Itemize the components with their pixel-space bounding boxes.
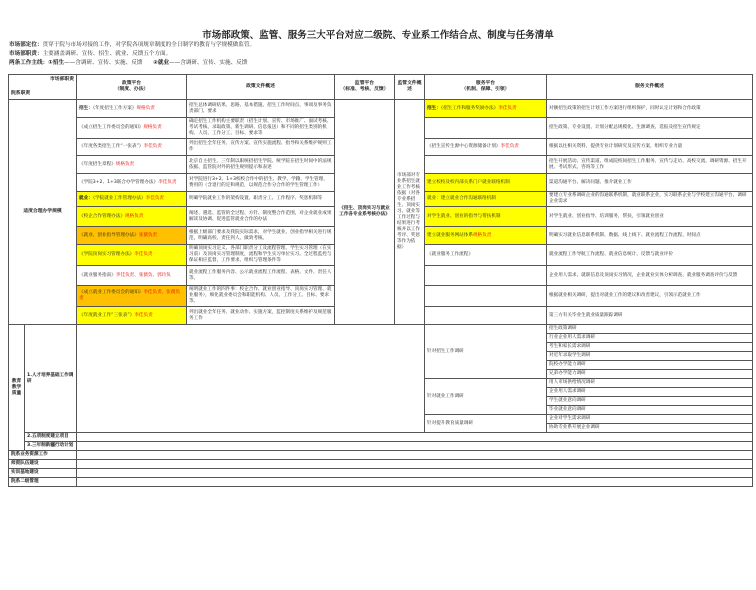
supervision-name: 《招生、顶岗实习与就业工作各专业系考核办法》 <box>335 100 395 325</box>
intro-label-duties: 市场部职责： <box>9 51 43 57</box>
policy-name: 对学生就业、创业的指导与帮扶机制 <box>427 213 501 219</box>
policy-cell <box>425 139 547 156</box>
header-diag-top: 市场部职责 <box>50 77 74 82</box>
policy-cell <box>77 174 187 192</box>
empty-cell <box>77 451 753 460</box>
research-item: 招生政策调研 <box>547 325 753 334</box>
intro-line-1 <box>9 41 255 49</box>
policy-name: 《年度招生章程》 <box>79 161 116 167</box>
research-item: 对近年录取学生调研 <box>547 352 753 361</box>
policy-cell <box>77 266 187 286</box>
policy-desc: 对学院进行3+2、1+3校校合作中的招生、教学、学籍、学生管理、费用的（含退行的定和规范，以规范合作分合作的学生管理工作） <box>187 174 335 192</box>
policy-name: 建立校校及校内部关系门户就业联络机制 <box>427 179 510 185</box>
research-group: 针对就业工作调研 <box>425 379 547 415</box>
policy-name: 《成立就业工作委员会的通知》 <box>79 290 144 295</box>
policy-desc: 确定招生工作机构主要职责（招生计划、宣传、市场推广、面试考核、考试考核、录取政策、新生调研、信息报送）和不同的招生类别的机构、人员、工作分工、目标、要求等 <box>187 118 335 139</box>
empty-cell <box>77 460 753 469</box>
table-row <box>9 100 753 118</box>
service-desc: 招生政策、专业设置、计划分配总规模化、生源调查、选报及招生宣传规定 <box>547 118 753 139</box>
policy-name: 《招生宣传生源中心资源储备计划》 <box>427 144 501 149</box>
intro-text-duties: 主要涵盖调研、宣传、招生、就业、反馈五个方面。 <box>42 51 172 57</box>
header-policy-platform: 政策平台 （制度、办法） <box>77 75 187 100</box>
research-group: 针对招生工作调研 <box>425 325 547 379</box>
service-desc: 对额招生政策的招生计划工作方案进行组织保护，同时认定计划和合作政策 <box>547 100 753 118</box>
page-title: 市场部政策、监管、服务三大平台对应二级院、专业系工作结合点、制度与任务清单 <box>202 30 554 41</box>
research-item: 兄弟办学能力调研 <box>547 370 753 379</box>
policy-resp: 李佳负责、张薇负责 <box>79 290 181 301</box>
policy-desc: 列出招生全年任务、宣传方案、宣传实施流程、指导和关系维护规则工作 <box>187 139 335 156</box>
intro-line-3 <box>9 59 247 67</box>
policy-cell <box>77 227 187 245</box>
section2-sub1: 1.人才培养基础工作调研 <box>25 325 77 433</box>
policy-cell <box>425 286 547 307</box>
policy-name: 《学院3+2、1+3联合办学管理办法》 <box>79 179 159 185</box>
service-desc: 企业用人需求、就职信息及顶岗实习情况，企业就业实体分析调查、就业服务调查评价与反馈 <box>547 266 753 286</box>
policy-name: 《学院顶岗实习管理办法》 <box>79 252 135 257</box>
policy-resp: 李佳负责 <box>500 144 519 149</box>
intro-line-2 <box>9 50 171 58</box>
policy-resp: 规格负责 <box>472 232 492 238</box>
empty-cell <box>77 433 753 442</box>
policy-resp: 规格负责 <box>136 105 155 111</box>
policy-name: 《就业服务工作流程》 <box>427 252 473 257</box>
policy-name: 《校企合作管理办法》 <box>79 213 125 219</box>
policy-cell <box>425 207 547 227</box>
empty-cell <box>77 442 753 451</box>
intro-text-positioning: 贯穿于院与市场对接的工作，对学院各项规章制度的全日制学的教育与学规模做监管。 <box>42 42 256 48</box>
header-supervision-desc: 监管文件概述 <box>395 75 425 100</box>
policy-desc: 根据上级部门要求及我院实际需求，对学生就业、创业指导相关进行规范，明确高校、责任到人、做效考核。 <box>187 227 335 245</box>
policy-desc: 明确顶岗实习定义、各部门职责分工及流程管理、学生实习管理（在实习前）及顶岗实习管理制度，流程和学生实习单位实习。全过程监控与保证相应监督，工作要求、组织与管理条件等 <box>187 245 335 266</box>
policy-tag: 就业： <box>79 196 93 201</box>
header-diag-bottom: 院系职责 <box>11 91 31 96</box>
section1-body <box>9 100 753 325</box>
policy-desc: 明确学院就业工作的架构设置、职责分工、工作程序、奖惩机制等 <box>187 192 335 207</box>
section2-sub3: 3.三年制新疆行动计划 <box>25 442 77 451</box>
policy-cell <box>425 118 547 139</box>
service-desc: 就业流程工作导航工作流程、就业信息统计、反馈与就业评价 <box>547 245 753 266</box>
table-row <box>9 433 753 442</box>
policy-resp: 李佳负责、张薇负、郭玲负 <box>115 272 171 278</box>
intro-line-b: ②就业 <box>153 60 170 66</box>
policy-name: 《就业服务指南》 <box>79 272 116 278</box>
policy-cell <box>425 245 547 266</box>
policy-resp: 李佳负责 <box>134 252 153 257</box>
policy-cell <box>425 307 547 325</box>
policy-name: 《招生工作和服务奖励办法》 <box>440 105 499 111</box>
empty-cell <box>77 478 753 487</box>
footer-label: 院系业务资源工作 <box>9 451 77 460</box>
table-row <box>9 442 753 451</box>
policy-desc: 列出就业全年任务、就业动作、实施方案，监控制度关系维护及规范服务工作 <box>187 307 335 325</box>
footer-label: 师资队伍建设 <box>9 460 77 469</box>
policy-cell <box>425 174 547 192</box>
service-desc: 第三方有关毕业生就业质量跟踪调研 <box>547 307 753 325</box>
policy-name: 建立就业服务网站体系 <box>427 232 473 238</box>
supervision-desc: 市场部对专业系招生就业工作考核依据（对各专业系招生、顶岗实习、就业等工作过程与结果进行考核并以工作考评、奖惩等作为依据） <box>395 100 425 325</box>
policy-name: 《成立招生工作委员会的通知》 <box>79 125 144 130</box>
policy-name: 《就业、创业指导管理办法》 <box>79 232 139 238</box>
policy-cell <box>425 266 547 286</box>
research-group: 针对提升教育质量调研 <box>425 415 547 433</box>
table-row <box>9 469 753 478</box>
policy-cell <box>425 192 547 207</box>
research-item: 院校办学能力调研 <box>547 361 753 370</box>
policy-cell <box>77 100 187 118</box>
research-item: 企业用人需求调研 <box>547 388 753 397</box>
policy-cell <box>77 207 187 227</box>
research-item: 行业企业用人需求调研 <box>547 334 753 343</box>
intro-label-positioning: 市场部定位： <box>9 42 43 48</box>
intro-label-lines: 两条工作主线： <box>9 60 49 66</box>
policy-desc: 招生总体调研结果、思路、基本措施、招生工作时间点、事项及事务负责部门、要求 <box>187 100 335 118</box>
header-service-desc: 服务文件概述 <box>547 75 753 100</box>
research-item: 用人市场供给情况调研 <box>547 379 753 388</box>
policy-name: 《学院就业工作管理办法》 <box>92 196 146 201</box>
policy-desc: 阐明就业工作的四件事：校企合作、就业创业指导、顶岗实习管理、就业服务），细化就业委员会和职能机构、人员、工作分工、目标、要求等。 <box>187 286 335 307</box>
header-row <box>9 75 753 100</box>
policy-cell <box>77 156 187 174</box>
policy-resp: 李佳负责 <box>143 144 162 149</box>
policy-desc: 北京自主招生、三年制以职统招招生学院、统学院在招生时间中的法规依据、监管院对外的招生规则提示和表述 <box>187 156 335 174</box>
research-item: 企业对学生需求调研 <box>547 415 753 424</box>
header-diagonal <box>9 75 77 100</box>
table-row <box>9 460 753 469</box>
empty-cell <box>77 325 425 433</box>
policy-cell <box>425 100 547 118</box>
policy-tag: 招生： <box>79 105 93 111</box>
intro-line-a: ①招生 <box>48 60 65 66</box>
policy-cell <box>77 118 187 139</box>
policy-name: 《年度各类招生工作“一张表”》 <box>79 144 144 149</box>
policy-name: 就业：建立就业合作沟通联络机制 <box>427 196 496 201</box>
policy-tag: 招生： <box>427 105 441 111</box>
policy-cell <box>77 307 187 325</box>
policy-cell <box>425 227 547 245</box>
policy-name: 《年度就业工作“三张表”》 <box>79 312 135 318</box>
service-desc: 招生开展活动、宣传渠道、组成院校间招生工作服务、宣传与走访、高校交流、调研资源、招生开展、考试形式、咨询等工作 <box>547 156 753 174</box>
policy-resp: 李佳负责 <box>145 196 165 201</box>
intro-line-b-text: ——含调研、宣传、实施、反馈 <box>169 60 248 66</box>
table-row <box>9 451 753 460</box>
intro-line-a-text: ——含调研、宣传、实施、反馈 <box>64 60 143 66</box>
policy-cell <box>77 286 187 307</box>
footer-label: 实训基地建设 <box>9 469 77 478</box>
policy-name: 《年度招生工作方案》 <box>92 105 137 111</box>
policy-resp: 规格负责 <box>124 213 144 219</box>
service-desc: 要建立专业系调研企业的沟通联系机制，就业联系企业，实习联系企业与学校建立沟通平台、调研企业需求 <box>547 192 753 207</box>
research-item: 毕业就业意向调研 <box>547 406 753 415</box>
policy-cell <box>77 139 187 156</box>
policy-resp: 李佳负责 <box>498 105 517 111</box>
service-desc: 根据以往相关资料，提供专业计划研究及宣传方案，组织专业力量 <box>547 139 753 156</box>
policy-desc: 阐述、遴选、监管的全过程、方针、制度整合作范围，对企业就业成果解读及协调、促进监管就业合作的办法 <box>187 207 335 227</box>
policy-resp: 规格负责 <box>143 125 162 130</box>
main-table <box>8 74 753 487</box>
header-supervision-platform: 监管平台 （标准、考核、反馈） <box>335 75 395 100</box>
table-row <box>9 325 753 334</box>
section2-label: 教育教学质量 <box>9 325 25 451</box>
research-item: 协助专业系开展企业调研 <box>547 424 753 433</box>
empty-cell <box>77 469 753 478</box>
policy-cell <box>77 245 187 266</box>
service-desc: 对学生就业、创业指导、培训服务，帮扶，引领就业创业 <box>547 207 753 227</box>
header-policy-desc: 政策文件概述 <box>187 75 335 100</box>
policy-resp: 李佳负责 <box>158 179 177 185</box>
header-service-platform: 服务平台 （机制、保障、引领） <box>425 75 547 100</box>
section2-sub2: 2.五项制度建立项目 <box>25 433 77 442</box>
footer-label: 院系二级管理 <box>9 478 77 487</box>
service-desc: 渠道沟通平台、解决问题、推介就业工作 <box>547 174 753 192</box>
table-row <box>9 478 753 487</box>
policy-resp: 规格负责 <box>115 161 135 167</box>
section1-label: 适度合理办学规模 <box>9 100 77 325</box>
footer-body <box>9 451 753 487</box>
policy-desc: 就业流程工作服务内容、公示就业流程工作流程、表格、文件、责任人等。 <box>187 266 335 286</box>
research-item: 学生就业意向调研 <box>547 397 753 406</box>
policy-cell <box>77 192 187 207</box>
service-desc: 根据就业相关调研，提出对就业工作的建议和改善建议，引领示范就业工作 <box>547 286 753 307</box>
section2-body <box>9 325 753 451</box>
policy-cell <box>425 156 547 174</box>
policy-resp: 李佳负责 <box>134 312 153 318</box>
research-item: 考生和家长需求调研 <box>547 343 753 352</box>
service-desc: 明确实习就业信息联系机制、数据、线上线下、就业流程工作流程、时间点 <box>547 227 753 245</box>
policy-resp: 张薇负责 <box>138 232 158 238</box>
